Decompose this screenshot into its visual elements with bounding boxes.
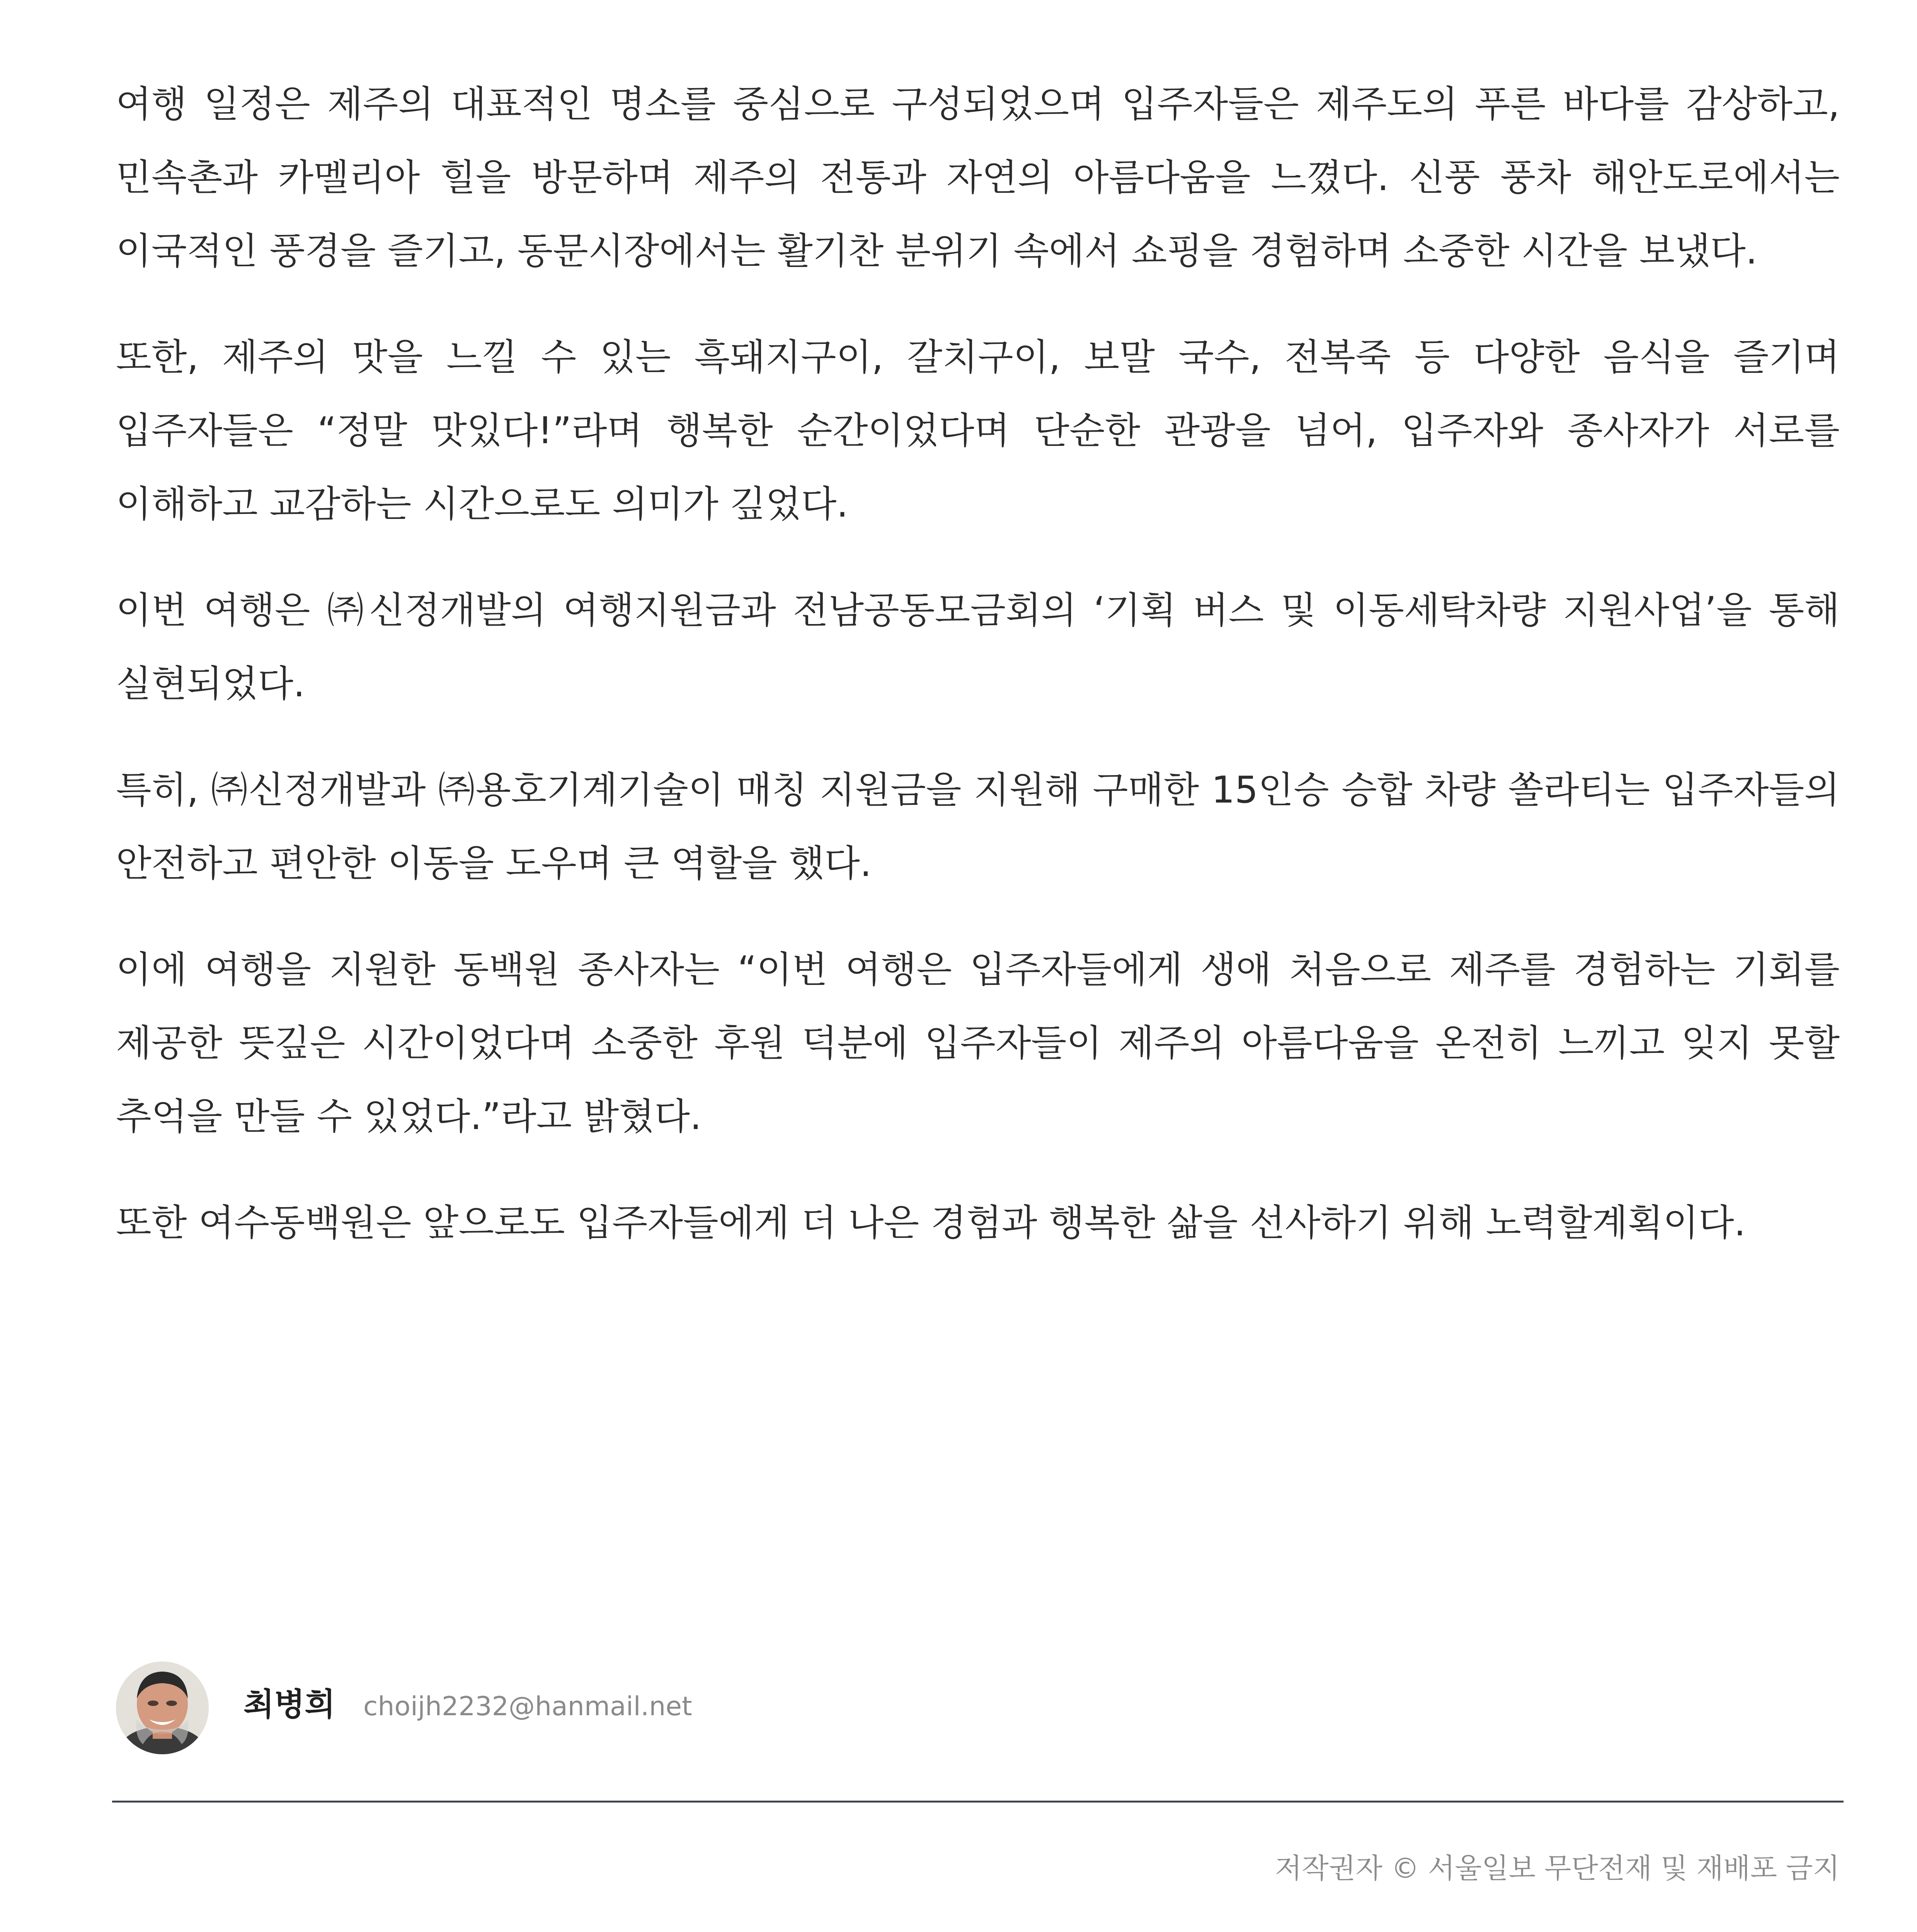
- article-paragraph: 여행 일정은 제주의 대표적인 명소를 중심으로 구성되었으며 입주자들은 제주도의 푸른 바다를 감상하고, 민속촌과 카멜리아 힐을 방문하며 제주의 전통과 자연의 아름다움을 느꼈다. 신풍 풍차 해안도로에서는 이국적인 풍경을 즐기고, 동문시장에서는 활기찬 분위기 속에서 쇼핑을 경험하며 소중한 시간을 보냈다.: [116, 83, 1840, 272]
- article-paragraph: 이번 여행은 ㈜신정개발의 여행지원금과 전남공동모금회의 ‘기획 버스 및 이동세탁차량 지원사업’을 통해 실현되었다.: [116, 589, 1840, 705]
- author-avatar: [116, 1662, 209, 1754]
- author-byline: [116, 1662, 1840, 1766]
- copyright-notice: 저작권자 © 서울일보 무단전재 및 재배포 금지: [1275, 1852, 1840, 1884]
- author-name: 최병희: [243, 1686, 335, 1723]
- article-paragraph: 또한 여수동백원은 앞으로도 입주자들에게 더 나은 경험과 행복한 삶을 선사하기 위해 노력할계획이다.: [116, 1202, 1746, 1244]
- author-photo-icon: [116, 1662, 209, 1754]
- article-paragraph: 특히, ㈜신정개발과 ㈜용호기계기술이 매칭 지원금을 지원해 구매한 15인승 승합 차량 쏠라티는 입주자들의 안전하고 편안한 이동을 도우며 큰 역할을 했다.: [116, 769, 1840, 885]
- author-email-link[interactable]: choijh2232@hanmail.net: [363, 1691, 692, 1722]
- article-paragraph: 이에 여행을 지원한 동백원 종사자는 “이번 여행은 입주자들에게 생애 처음으로 제주를 경험하는 기회를 제공한 뜻깊은 시간이었다며 소중한 후원 덕분에 입주자들이 제주의 아름다움을 온전히 느끼고 잊지 못할 추억을 만들 수 있었다.”라고 밝혔다.: [116, 949, 1840, 1138]
- article-paragraph: 또한, 제주의 맛을 느낄 수 있는 흑돼지구이, 갈치구이, 보말 국수, 전복죽 등 다양한 음식을 즐기며 입주자들은 “정말 맛있다!”라며 행복한 순간이었다며 단순한 관광을 넘어, 입주자와 종사자가 서로를 이해하고 교감하는 시간으로도 의미가 깊었다.: [116, 336, 1840, 526]
- footer-divider: [112, 1801, 1844, 1803]
- article-body: [116, 68, 1840, 1293]
